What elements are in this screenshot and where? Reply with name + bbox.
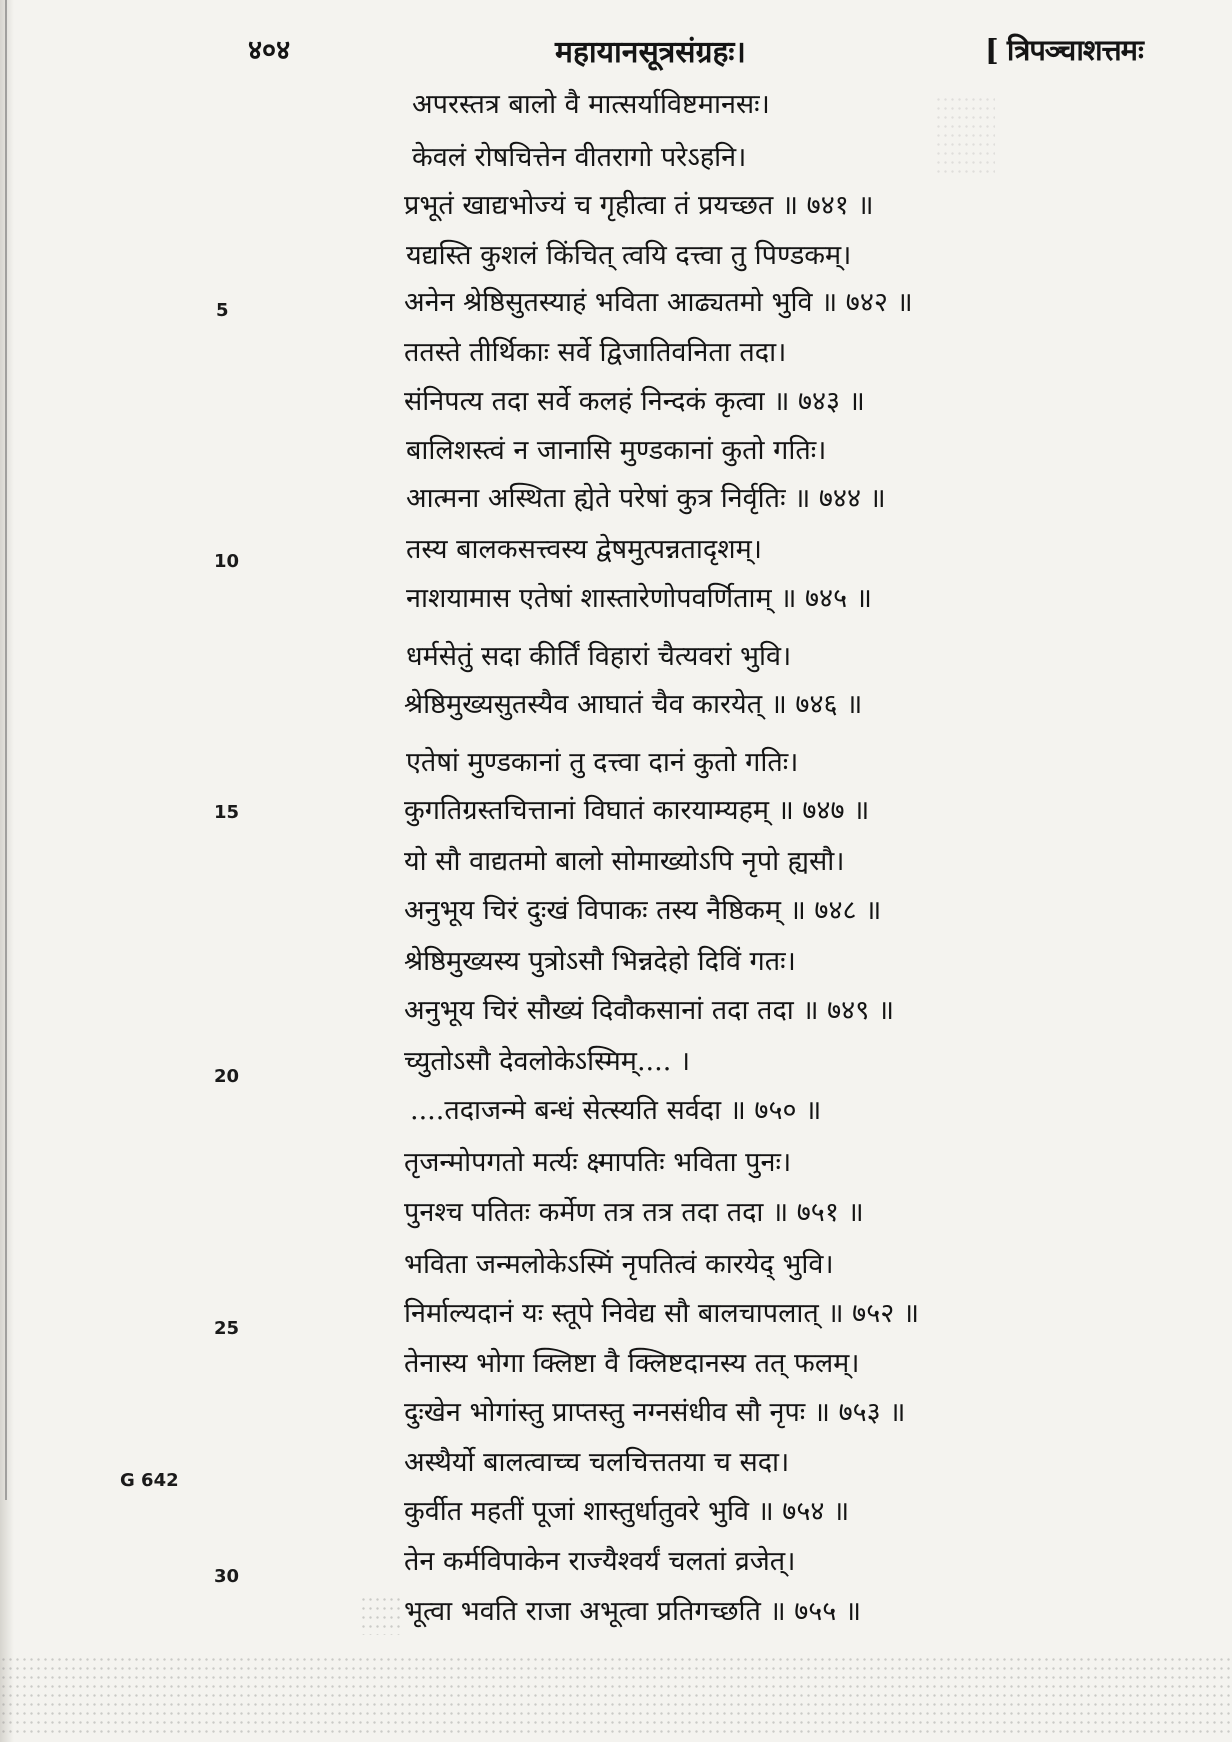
verse-line: श्रेष्ठिमुख्यस्य पुत्रोऽसौ भिन्नदेहो दिविं गतः।: [404, 946, 796, 977]
verse-line: ततस्ते तीर्थिकाः सर्वे द्विजातिवनिता तदा।: [404, 337, 787, 368]
margin-line-number: 20: [214, 1066, 240, 1087]
running-title: महायानसूत्रसंग्रहः।: [555, 35, 746, 70]
verse-line: तस्य बालकसत्त्वस्य द्वेषमुत्पन्नतादृशम्।: [406, 534, 762, 565]
page-number: ४०४: [248, 35, 291, 66]
verse-line: धर्मसेतुं सदा कीर्तिं विहारां चैत्यवरां भुवि।: [406, 641, 792, 672]
verse-line: कुर्वीत महतीं पूजां शास्तुर्धातुवरे भुवि ॥ ७५४ ॥: [404, 1496, 850, 1527]
verse-line: आत्मना अस्थिता ह्येते परेषां कुत्र निर्वृतिः ॥ ७४४ ॥: [406, 483, 886, 514]
verse-line: दुःखेन भोगांस्तु प्राप्तस्तु नग्नसंधीव सौ नृपः ॥ ७५३ ॥: [404, 1397, 906, 1428]
verse-line: तेनास्य भोगा क्लिष्टा वै क्लिष्टदानस्य तत् फलम्।: [404, 1348, 860, 1379]
verse-line: यो सौ वाद्यतमो बालो सोमाख्योऽपि नृपो ह्यसौ।: [404, 846, 845, 877]
verse-line: अनुभूय चिरं सौख्यं दिवौकसानां तदा तदा ॥ ७४९ ॥: [404, 995, 894, 1026]
margin-line-number: 5: [216, 300, 229, 321]
page-header: [0, 22, 1232, 72]
verse-line: यद्यस्ति कुशलं किंचित् त्वयि दत्त्वा तु पिण्डकम्।: [406, 240, 852, 271]
verse-line: तृजन्मोपगतो मर्त्यः क्ष्मापतिः भविता पुनः।: [404, 1147, 792, 1178]
verse-line: पुनश्च पतितः कर्मेण तत्र तत्र तदा तदा ॥ ७५१ ॥: [404, 1197, 864, 1228]
verse-line: नाशयामास एतेषां शास्तारेणोपवर्णिताम् ॥ ७४५ ॥: [406, 583, 872, 614]
margin-line-number: 15: [214, 802, 240, 823]
margin-line-number: 30: [214, 1566, 240, 1587]
verse-line: एतेषां मुण्डकानां तु दत्त्वा दानं कुतो गतिः।: [406, 747, 799, 778]
verse-line: ....तदाजन्मे बन्धं सेत्स्यति सर्वदा ॥ ७५० ॥: [410, 1095, 822, 1126]
verse-line: अपरस्तत्र बालो वै मात्सर्याविष्टमानसः।: [412, 89, 770, 120]
margin-line-number: 25: [214, 1318, 240, 1339]
verse-line: च्युतोऽसौ देवलोकेऽस्मिम्.... ।: [404, 1046, 691, 1077]
verse-line: अनुभूय चिरं दुःखं विपाकः तस्य नैष्ठिकम् ॥ ७४८ ॥: [404, 895, 882, 926]
verse-line: अनेन श्रेष्ठिसुतस्याहं भविता आढ्यतमो भुवि ॥ ७४२ ॥: [404, 287, 913, 318]
scan-noise: [360, 1595, 400, 1635]
scan-noise: [0, 1655, 1232, 1735]
verse-line: केवलं रोषचित्तेन वीतरागो परेऽहनि।: [412, 142, 747, 173]
verse-line: भूत्वा भवति राजा अभूत्वा प्रतिगच्छति ॥ ७५५ ॥: [404, 1596, 862, 1627]
verse-line: कुगतिग्रस्तचित्तानां विघातं कारयाम्यहम् ॥ ७४७ ॥: [404, 795, 870, 826]
verse-line: श्रेष्ठिमुख्यसुतस्यैव आघातं चैव कारयेत् ॥ ७४६ ॥: [404, 689, 863, 720]
binding-shadow: [0, 0, 14, 1742]
margin-sheet-number: G 642: [120, 1470, 179, 1491]
verse-line: निर्माल्यदानं यः स्तूपे निवेद्य सौ बालचापलात् ॥ ७५२ ॥: [404, 1298, 920, 1329]
verse-line: प्रभूतं खाद्यभोज्यं च गृहीत्वा तं प्रयच्छत ॥ ७४१ ॥: [404, 190, 874, 221]
page-edge-line: [5, 0, 7, 1500]
scan-noise: [935, 95, 995, 175]
verse-line: बालिशस्त्वं न जानासि मुण्डकानां कुतो गतिः।: [406, 435, 827, 466]
section-title: [ त्रिपञ्चाशत्तमः: [985, 33, 1143, 67]
verse-line: तेन कर्मविपाकेन राज्यैश्वर्यं चलतां व्रजेत्।: [404, 1546, 796, 1577]
margin-line-number: 10: [214, 551, 240, 572]
verse-line: संनिपत्य तदा सर्वे कलहं निन्दकं कृत्वा ॥ ७४३ ॥: [404, 386, 865, 417]
verse-line: भविता जन्मलोकेऽस्मिं नृपतित्वं कारयेद् भुवि।: [404, 1249, 834, 1280]
verse-line: अस्थैर्यो बालत्वाच्च चलचित्ततया च सदा।: [404, 1447, 790, 1478]
